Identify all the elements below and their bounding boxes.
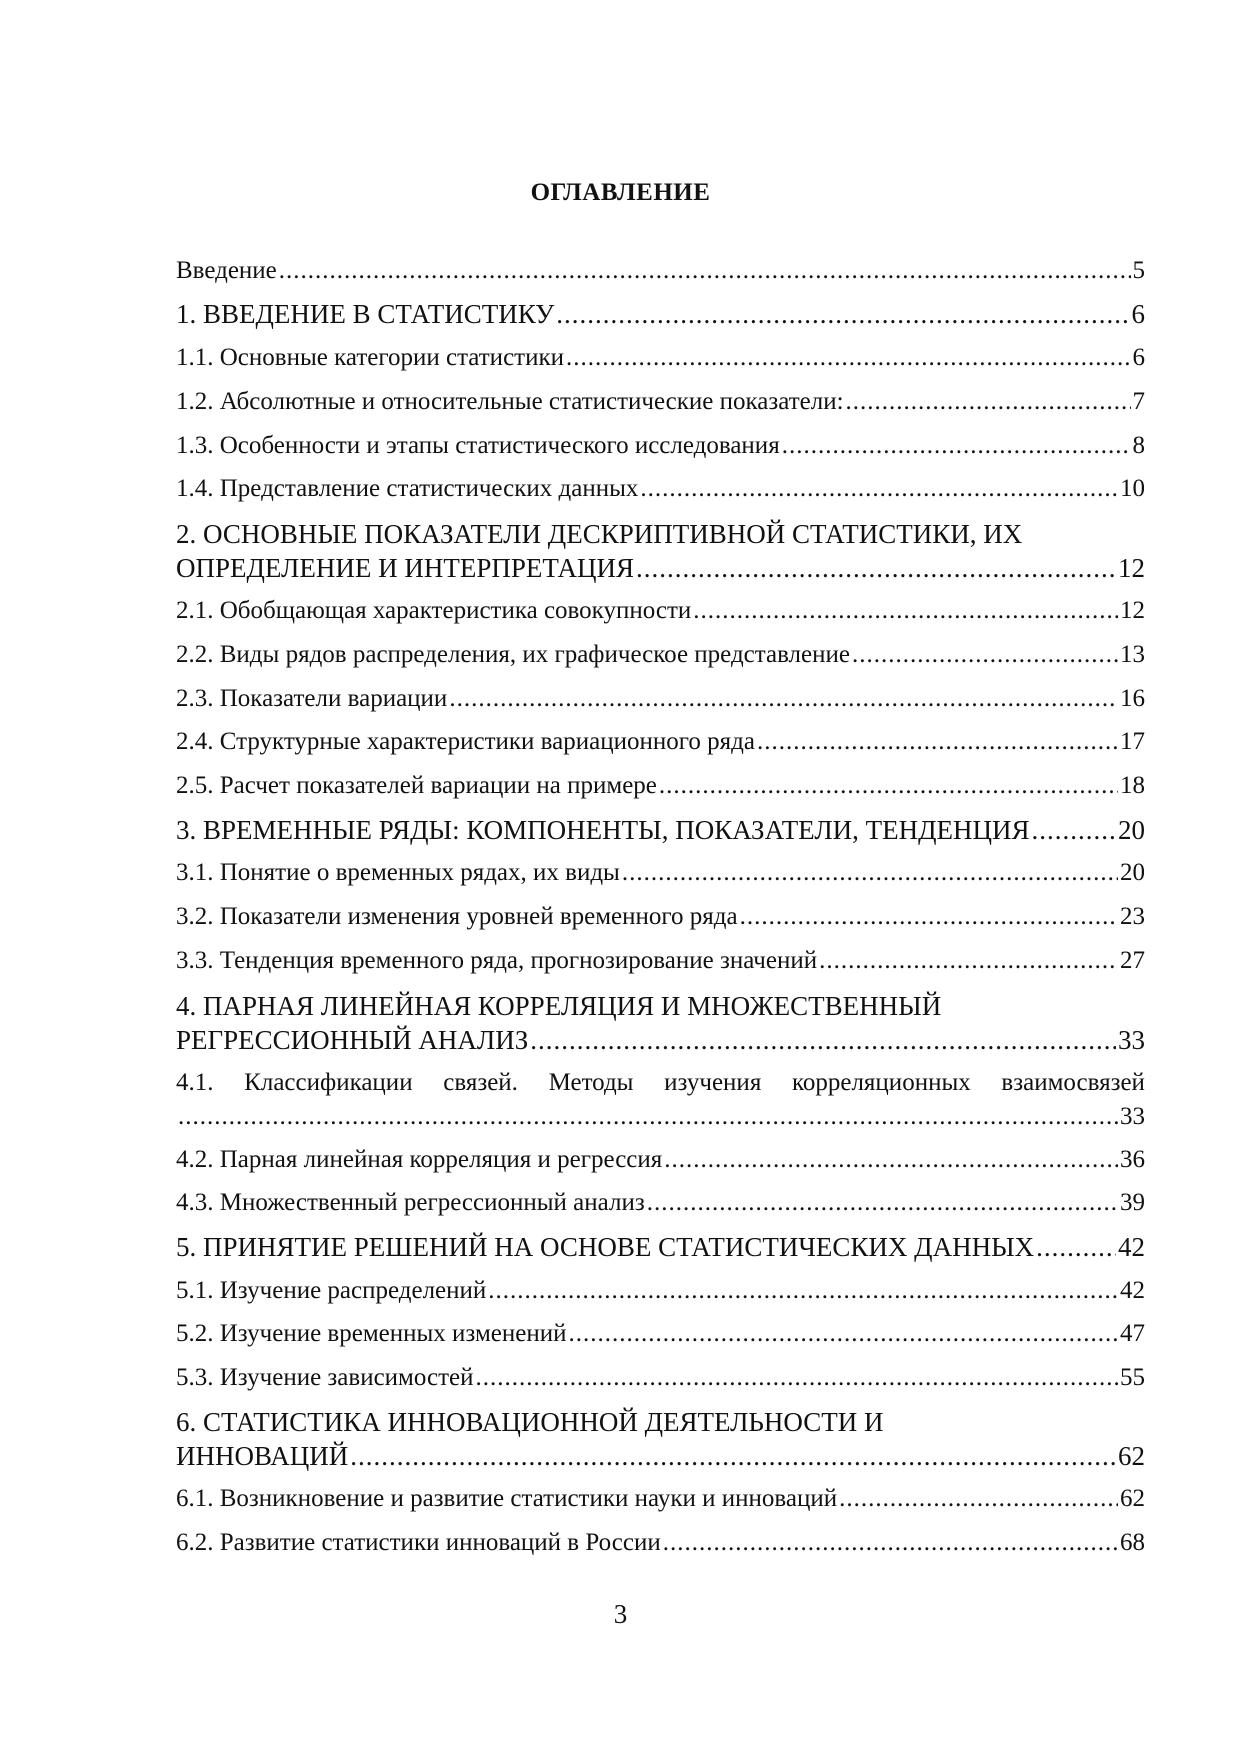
toc-entry-page: 12 bbox=[1120, 597, 1145, 624]
toc-entry-page: 47 bbox=[1120, 1320, 1145, 1347]
toc-entry-page: 6 bbox=[1131, 299, 1145, 329]
toc-entry-title: 5. ПРИНЯТИЕ РЕШЕНИЙ НА ОСНОВЕ СТАТИСТИЧЕСКИХ ДАННЫХ bbox=[176, 1232, 1035, 1262]
toc-entry-title: 2. ОСНОВНЫЕ ПОКАЗАТЕЛИ ДЕСКРИПТИВНОЙ СТАТИСТИКИ, ИХ bbox=[176, 519, 1023, 549]
toc-entry-page: 17 bbox=[1120, 728, 1145, 755]
toc-entry-title-cont: ОПРЕДЕЛЕНИЕ И ИНТЕРПРЕТАЦИЯ bbox=[176, 553, 635, 583]
dot-leader bbox=[846, 385, 1131, 419]
title-word: 4.1. bbox=[176, 1069, 214, 1096]
toc-entry[interactable] bbox=[176, 900, 1145, 934]
toc-entry[interactable] bbox=[176, 1361, 1145, 1395]
dot-leader bbox=[556, 297, 1129, 331]
title-word: Классификации bbox=[244, 1069, 413, 1096]
dot-leader bbox=[350, 1439, 1116, 1473]
toc-entry-title: 1. ВВЕДЕНИЕ В СТАТИСТИКУ bbox=[176, 299, 555, 329]
toc-chapter[interactable] bbox=[176, 1405, 1145, 1473]
toc-entry-title: 2.3. Показатели вариации bbox=[176, 685, 448, 712]
toc-entry-title: 3.3. Тенденция временного ряда, прогнозирование значений bbox=[176, 947, 818, 974]
dot-leader bbox=[659, 769, 1118, 803]
toc-entry-page: 23 bbox=[1120, 903, 1145, 930]
toc-entry[interactable] bbox=[176, 1143, 1145, 1177]
toc-entry-title-cont: ИННОВАЦИЙ bbox=[176, 1441, 349, 1471]
toc-entry-page: 27 bbox=[1120, 947, 1145, 974]
toc-entry-title: 1.4. Представление статистических данных bbox=[176, 475, 639, 502]
toc-entry[interactable] bbox=[176, 1066, 1145, 1134]
toc-entry-page: 18 bbox=[1120, 772, 1145, 799]
toc-entry-page: 12 bbox=[1118, 553, 1145, 583]
toc-entry-page: 33 bbox=[1118, 1025, 1145, 1055]
toc-entry-page: 42 bbox=[1118, 1232, 1145, 1262]
toc-entry[interactable] bbox=[176, 944, 1145, 978]
dot-leader bbox=[449, 682, 1118, 716]
toc-entry-page: 62 bbox=[1118, 1441, 1145, 1471]
toc-entry-page: 7 bbox=[1132, 388, 1145, 415]
toc-entry[interactable] bbox=[176, 1526, 1145, 1560]
toc-chapter[interactable] bbox=[176, 1230, 1145, 1264]
toc-entry-page: 6 bbox=[1132, 344, 1145, 371]
toc-entry[interactable] bbox=[176, 341, 1145, 375]
dot-leader bbox=[566, 341, 1131, 375]
toc-entry-page: 33 bbox=[1120, 1103, 1145, 1130]
dot-leader bbox=[740, 900, 1118, 934]
toc-entry-page: 20 bbox=[1120, 859, 1145, 886]
dot-leader bbox=[178, 1100, 1118, 1134]
toc-entry[interactable] bbox=[176, 725, 1145, 759]
toc-entry-page: 8 bbox=[1132, 432, 1145, 459]
dot-leader bbox=[782, 429, 1131, 463]
dot-leader bbox=[819, 944, 1118, 978]
toc-entry-title: 5.3. Изучение зависимостей bbox=[176, 1364, 474, 1391]
toc-chapter[interactable] bbox=[176, 813, 1145, 847]
dot-leader bbox=[647, 1186, 1118, 1220]
dot-leader bbox=[839, 1482, 1118, 1516]
title-word: корреляционных bbox=[791, 1069, 971, 1096]
toc-entry[interactable] bbox=[176, 429, 1145, 463]
toc-entry-title bbox=[176, 1066, 1145, 1100]
dot-leader bbox=[1032, 813, 1116, 847]
toc-entry-title: 1.2. Абсолютные и относительные статистические показатели: bbox=[176, 388, 844, 415]
toc-entry-title: 2.4. Структурные характеристики вариационного ряда bbox=[176, 728, 755, 755]
toc-entry-page: 36 bbox=[1120, 1146, 1145, 1173]
toc-entry-title: 4. ПАРНАЯ ЛИНЕЙНАЯ КОРРЕЛЯЦИЯ И МНОЖЕСТВЕННЫЙ bbox=[176, 991, 942, 1021]
toc-entry-title: 6.2. Развитие статистики инноваций в России bbox=[176, 1529, 661, 1556]
toc-entry-title: 2.1. Обобщающая характеристика совокупности bbox=[176, 597, 692, 624]
toc-entry-title: 1.1. Основные категории статистики bbox=[176, 344, 564, 371]
dot-leader bbox=[568, 1317, 1118, 1351]
page-title: ОГЛАВЛЕНИЕ bbox=[530, 179, 711, 206]
toc-entry[interactable] bbox=[176, 1482, 1145, 1516]
toc-entry-page: 55 bbox=[1120, 1364, 1145, 1391]
dot-leader bbox=[852, 638, 1118, 672]
toc-entry[interactable] bbox=[176, 1186, 1145, 1220]
toc-entry-title: 5.2. Изучение временных изменений bbox=[176, 1320, 567, 1347]
dot-leader bbox=[663, 1526, 1118, 1560]
toc-entry-title: 4.3. Множественный регрессионный анализ bbox=[176, 1189, 645, 1216]
dot-leader bbox=[693, 594, 1118, 628]
toc-chapter[interactable] bbox=[176, 297, 1145, 331]
toc-entry-title: 2.5. Расчет показателей вариации на примере bbox=[176, 772, 657, 799]
dot-leader bbox=[757, 725, 1118, 759]
toc-entry-page: 13 bbox=[1120, 641, 1145, 668]
toc-entry[interactable] bbox=[176, 1274, 1145, 1308]
toc-entry-title-cont: РЕГРЕССИОННЫЙ АНАЛИЗ bbox=[176, 1025, 529, 1055]
toc-chapter[interactable] bbox=[176, 989, 1145, 1057]
toc-entry[interactable] bbox=[176, 769, 1145, 803]
toc-entry-title: Введение bbox=[176, 257, 277, 284]
toc-entry[interactable] bbox=[176, 254, 1145, 288]
dot-leader bbox=[530, 1023, 1116, 1057]
toc-entry[interactable] bbox=[176, 385, 1145, 419]
toc-entry-title: 3.2. Показатели изменения уровней временного ряда bbox=[176, 903, 738, 930]
toc-entry-title: 2.2. Виды рядов распределения, их графическое представление bbox=[176, 641, 850, 668]
dot-leader bbox=[488, 1274, 1118, 1308]
title-word: изучения bbox=[664, 1069, 762, 1096]
toc-entry-page: 39 bbox=[1120, 1189, 1145, 1216]
toc-entry[interactable] bbox=[176, 856, 1145, 890]
title-word: Методы bbox=[548, 1069, 634, 1096]
dot-leader bbox=[640, 472, 1118, 506]
toc-entry-page: 42 bbox=[1120, 1277, 1145, 1304]
dot-leader bbox=[636, 551, 1116, 585]
dot-leader bbox=[664, 1143, 1118, 1177]
dot-leader bbox=[476, 1361, 1119, 1395]
toc-entry-title: 4.2. Парная линейная корреляция и регрессия bbox=[176, 1146, 663, 1173]
toc-entry[interactable] bbox=[176, 594, 1145, 628]
dot-leader bbox=[279, 254, 1131, 288]
toc-entry[interactable] bbox=[176, 638, 1145, 672]
toc-entry-title: 6.1. Возникновение и развитие статистики науки и инноваций bbox=[176, 1485, 838, 1512]
toc-entry-page: 5 bbox=[1132, 257, 1145, 284]
toc-entry[interactable] bbox=[176, 1317, 1145, 1351]
toc-entry-title: 5.1. Изучение распределений bbox=[176, 1277, 487, 1304]
toc-entry-title: 6. СТАТИСТИКА ИННОВАЦИОННОЙ ДЕЯТЕЛЬНОСТИ И bbox=[176, 1407, 884, 1437]
toc-entry-page: 62 bbox=[1120, 1485, 1145, 1512]
toc-entry-page: 20 bbox=[1118, 815, 1145, 845]
toc-entry-title: 1.3. Особенности и этапы статистического исследования bbox=[176, 432, 780, 459]
title-word: взаимосвязей bbox=[1001, 1069, 1145, 1096]
dot-leader bbox=[622, 856, 1118, 890]
toc-entry-page: 16 bbox=[1120, 685, 1145, 712]
toc-entry[interactable] bbox=[176, 682, 1145, 716]
dot-leader bbox=[1036, 1230, 1116, 1264]
toc-entry[interactable] bbox=[176, 472, 1145, 506]
toc-entry-title: 3. ВРЕМЕННЫЕ РЯДЫ: КОМПОНЕНТЫ, ПОКАЗАТЕЛИ, ТЕНДЕНЦИЯ bbox=[176, 815, 1030, 845]
title-word: связей. bbox=[443, 1069, 518, 1096]
toc-entry-page: 68 bbox=[1120, 1529, 1145, 1556]
toc-entry-title: 3.1. Понятие о временных рядах, их виды bbox=[176, 859, 620, 886]
toc-entry-page: 10 bbox=[1120, 475, 1145, 502]
page-number: 3 bbox=[613, 1599, 628, 1629]
toc-chapter[interactable] bbox=[176, 517, 1145, 585]
